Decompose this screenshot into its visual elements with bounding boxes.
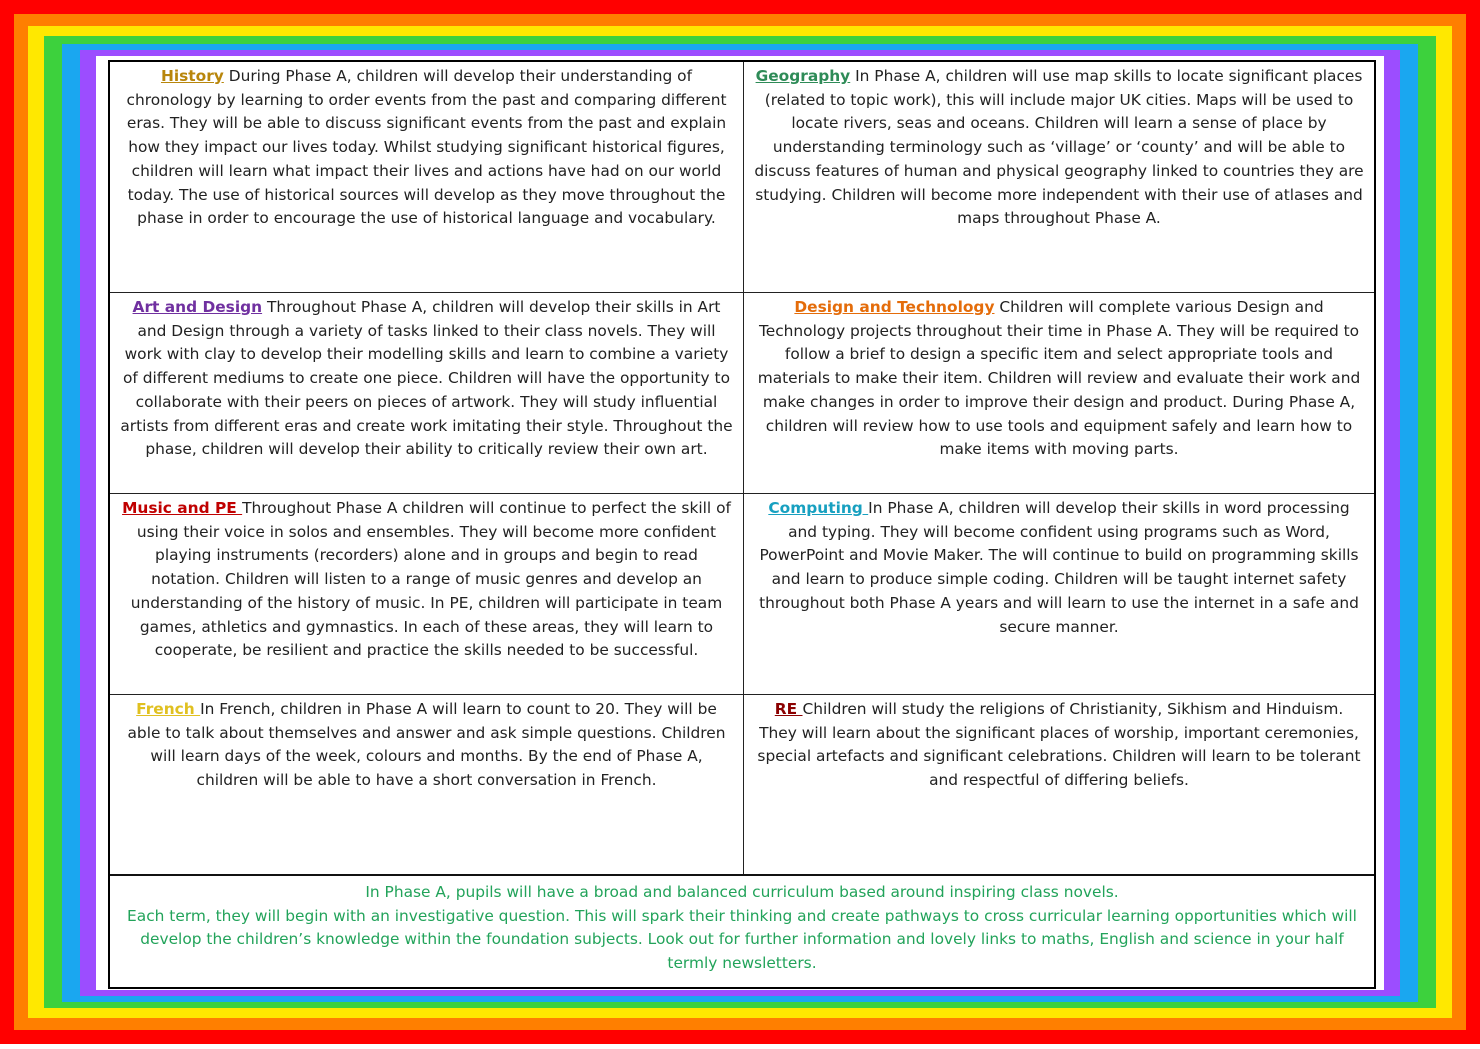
computing-cell	[744, 494, 1374, 694]
summary-line-2: Each term, they will begin with an investigative question. This will spark their thinking and create pathways to cross curricular learning opportunities which will develop the children’s knowledge within the foundation subjects. Look out for further information and lovely links to maths, English and science in your half termly newsletters.	[127, 906, 1357, 973]
computing-text: In Phase A, children will develop their skills in word processing and typing. They will become confident using programs such as Word, PowerPoint and Movie Maker. The will continue to build on programming skills and learn to produce simple coding. Children will be taught internet safety throughout both Phase A years and will learn to use the internet in a safe and secure manner.	[759, 499, 1359, 636]
re-text: Children will study the religions of Christianity, Sikhism and Hinduism. They will learn about the significant places of worship, important ceremonies, special artefacts and significant celebrations. Children will learn to be tolerant and respectful of differing beliefs.	[757, 700, 1361, 790]
art-design-cell	[110, 293, 743, 493]
geography-heading: Geography	[755, 67, 851, 85]
geography-text: In Phase A, children will use map skills to locate significant places (related to topic work), this will include major UK cities. Maps will be used to locate rivers, seas and oceans. Children will learn a sense of place by understanding terminology such as ‘village’ or ‘county’ and will be able to discuss features of human and physical geography linked to countries they are studying. Children will become more independent with their use of atlases and maps throughout Phase A.	[754, 67, 1364, 228]
design-technology-text: Children will complete various Design and Technology projects throughout their time in Phase A. They will be required to follow a brief to design a specific item and select appropriate tools and materials to make their item. Children will review and evaluate their work and make changes in order to improve their design and product. During Phase A, children will review how to use tools and equipment safely and learn how to make items with moving parts.	[757, 298, 1361, 459]
history-heading: History	[160, 67, 224, 85]
re-cell	[744, 695, 1374, 874]
music-pe-cell	[110, 494, 743, 694]
curriculum-table	[108, 60, 1376, 989]
music-pe-text: Throughout Phase A children will continue to perfect the skill of using their voice in solos and ensembles. They will become more confident playing instruments (recorders) alone and in groups and begin to read notation. Children will listen to a range of music genres and develop an understanding of the history of music. In PE, children will participate in team games, athletics and gymnastics. In each of these areas, they will learn to cooperate, be resilient and practice the skills needed to be successful.	[130, 499, 731, 660]
history-cell	[110, 62, 743, 292]
computing-heading: Computing	[768, 499, 869, 517]
re-heading: RE	[774, 700, 803, 718]
design-technology-cell	[744, 293, 1374, 493]
music-pe-heading: Music and PE	[122, 499, 243, 517]
art-design-text: Throughout Phase A, children will develop their skills in Art and Design through a variety of tasks linked to their class novels. They will work with clay to develop their modelling skills and learn to combine a variety of different mediums to create one piece. Children will have the opportunity to collaborate with their peers on pieces of artwork. They will study influential artists from different eras and create work imitating their style. Throughout the phase, children will develop their ability to critically review their own art.	[120, 298, 733, 459]
summary-line-1: In Phase A, pupils will have a broad and balanced curriculum based around inspiring class novels.	[365, 883, 1119, 901]
summary-box	[110, 876, 1374, 987]
design-technology-heading: Design and Technology	[794, 298, 995, 316]
geography-cell	[744, 62, 1374, 292]
history-text: During Phase A, children will develop their understanding of chronology by learning to order events from the past and comparing different eras. They will be able to discuss significant events from the past and explain how they impact our lives today. Whilst studying significant historical figures, children will learn what impact their lives and actions have had on our world today. The use of historical sources will develop as they move throughout the phase in order to encourage the use of historical language and vocabulary.	[126, 67, 727, 228]
french-cell	[110, 695, 743, 874]
french-heading: French	[136, 700, 201, 718]
french-text: In French, children in Phase A will learn to count to 20. They will be able to talk about themselves and answer and ask simple questions. Children will learn days of the week, colours and months. By the end of Phase A, children will be able to have a short conversation in French.	[127, 700, 726, 790]
art-design-heading: Art and Design	[132, 298, 263, 316]
